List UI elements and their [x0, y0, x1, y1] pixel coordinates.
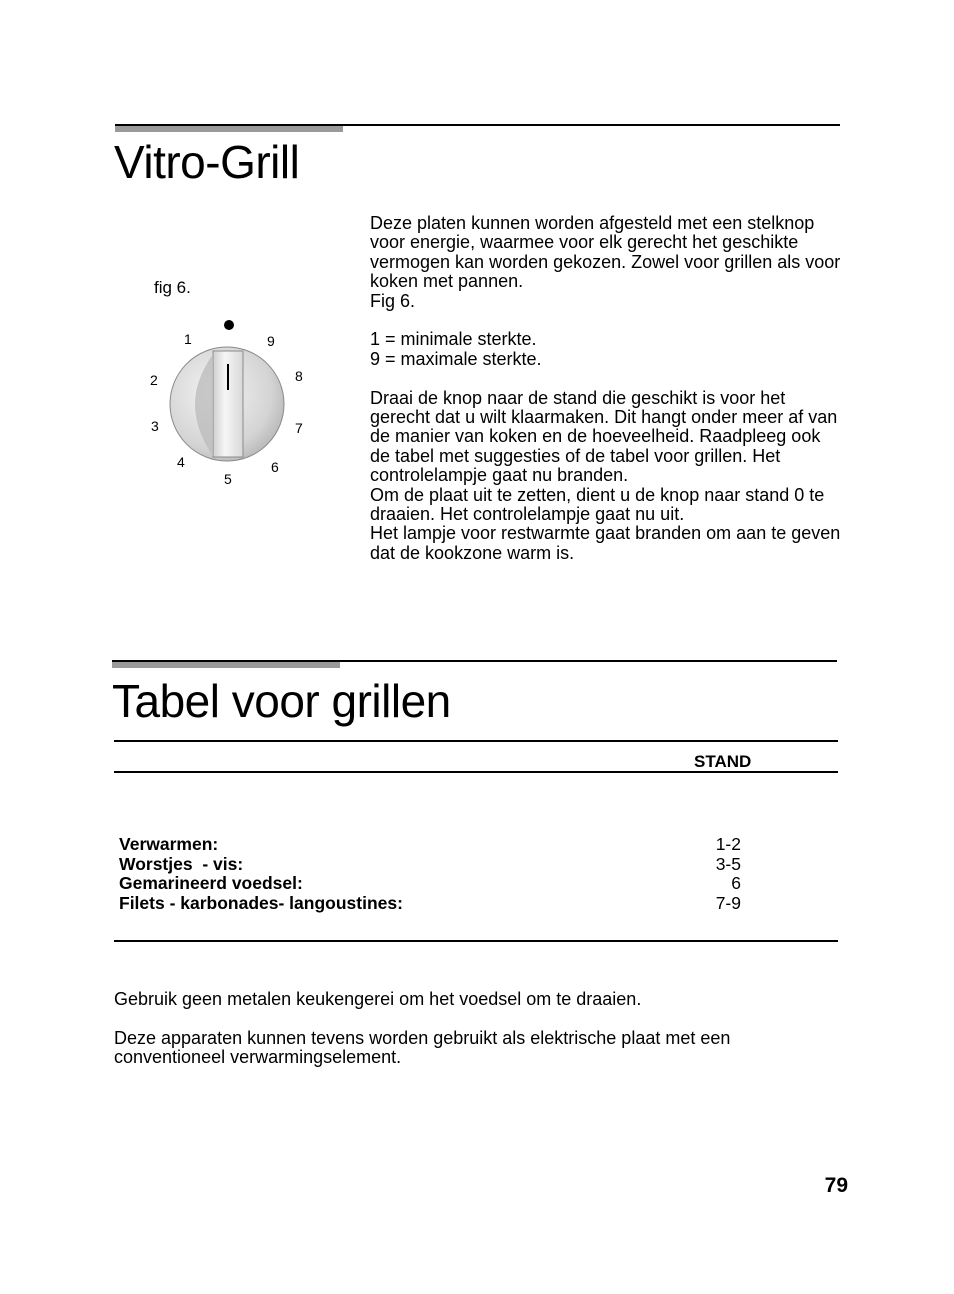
row-label: Worstjes - vis: [119, 853, 244, 874]
section1-title: Vitro-Grill [114, 136, 300, 188]
row-label: Verwarmen: [119, 834, 219, 854]
row-value: 3-5 [715, 853, 741, 874]
paragraph-residual-heat: Het lampje voor restwarmte gaat branden om aan te geven dat de kookzone warm is. [370, 523, 841, 563]
note-metal-utensils: Gebruik geen metalen keukengerei om het voedsel om te draaien. [114, 989, 642, 1009]
dial-number-3: 3 [151, 418, 159, 434]
dial-number-5: 5 [224, 471, 232, 487]
paragraph-min-strength: 1 = minimale sterkte. [370, 329, 537, 350]
section1-body [370, 214, 842, 563]
section1-accent-bar [115, 125, 343, 132]
section1-rule [115, 124, 840, 126]
table-top-rule [114, 740, 838, 742]
note-electric-plate: Deze apparaten kunnen tevens worden gebruikt als elektrische plaat met een conventioneel verwarmingselement. [114, 1028, 731, 1068]
spacer [370, 311, 842, 330]
grill-table [119, 835, 741, 913]
section2-rule [112, 660, 837, 662]
table-header-rule [114, 771, 838, 773]
row-label: Filets - karbonades- langoustines: [119, 892, 403, 913]
dial-number-4: 4 [177, 454, 185, 470]
dial-number-1: 1 [184, 331, 192, 347]
row-label: Gemarineerd voedsel: [119, 873, 303, 894]
dial-number-8: 8 [295, 368, 303, 384]
figure-label: fig 6. [154, 278, 191, 297]
dial-number-7: 7 [295, 420, 303, 436]
control-knob-figure [129, 310, 329, 510]
paragraph-max-strength: 9 = maximale sterkte. [370, 348, 542, 369]
paragraph-fig-ref: Fig 6. [370, 290, 416, 311]
row-value: 1-2 [715, 834, 741, 854]
dial-number-2: 2 [150, 372, 158, 388]
paragraph-turn-knob: Draai de knop naar de stand die geschikt is voor het gerecht dat u wilt klaarmaken. Dit hangt onder meer af van de manier van koken en de hoeveelheid. Raadpleeg ook de tabel met suggesties of de tabel voor grillen. Het controlelampje gaat nu branden. [370, 387, 838, 486]
table-row [119, 874, 741, 894]
page-number: 79 [824, 1174, 848, 1197]
table-column-header: STAND [694, 752, 752, 771]
knob-indicator-dot [224, 320, 234, 330]
dial-number-9: 9 [267, 333, 275, 349]
table-row [119, 855, 741, 875]
row-value: 6 [731, 873, 741, 894]
section2-accent-bar [112, 661, 340, 668]
dial-number-6: 6 [271, 459, 279, 475]
spacer [370, 369, 842, 388]
paragraph-intro: Deze platen kunnen worden afgesteld met een stelknop voor energie, waarmee voor elk gerecht het geschikte vermogen kan worden gekozen. Zowel voor grillen als voor koken met pannen. [370, 213, 841, 292]
table-row [119, 894, 741, 914]
paragraph-switch-off: Om de plaat uit te zetten, dient u de knop naar stand 0 te draaien. Het controlelampje gaat nu uit. [370, 484, 825, 525]
table-row [119, 835, 741, 855]
section2-title: Tabel voor grillen [112, 675, 451, 727]
table-bottom-rule [114, 940, 838, 942]
row-value: 7-9 [715, 892, 741, 913]
